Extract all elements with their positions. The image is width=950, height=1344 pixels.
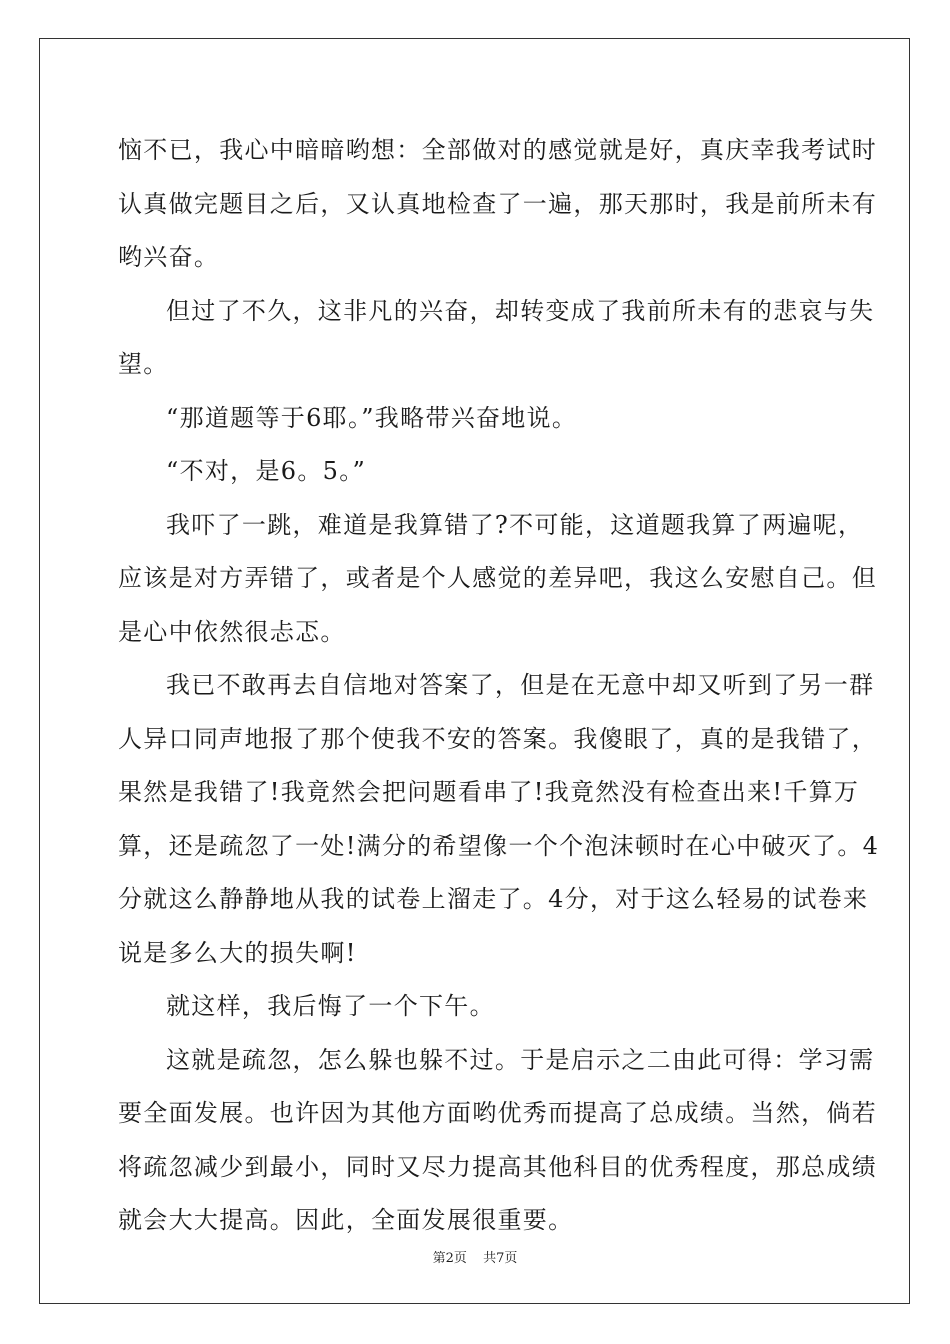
text-line: 是心中依然很忐忑。 <box>118 617 346 646</box>
paragraph-start-line: 但过了不久，这非凡的兴奋，却转变成了我前所未有的悲哀与失 <box>166 296 875 325</box>
text-line: 果然是我错了!我竟然会把问题看串了!我竟然没有检查出来!千算万 <box>118 778 860 806</box>
text-line: 就会大大提高。因此，全面发展很重要。 <box>118 1206 574 1234</box>
text-line: 分就这么静静地从我的试卷上溜走了。4分，对于这么轻易的试卷来 <box>118 885 869 913</box>
dialogue-line: “不对，是6。5。” <box>166 457 367 485</box>
document-body <box>118 127 880 1251</box>
text-line: 人异口同声地报了那个使我不安的答案。我傻眼了，真的是我错了， <box>118 724 877 753</box>
paragraph-start-line: 这就是疏忽，怎么躲也躲不过。于是启示之二由此可得：学习需 <box>166 1045 875 1074</box>
text-line: 说是多么大的损失啊! <box>118 938 357 967</box>
dialogue-line: “那道题等于6耶。”我略带兴奋地说。 <box>166 403 578 432</box>
page-total: 共7页 <box>483 1251 518 1266</box>
text-line: 认真做完题目之后，又认真地检查了一遍，那天那时，我是前所未有 <box>118 189 877 218</box>
text-line: 恼不已，我心中暗暗哟想：全部做对的感觉就是好，真庆幸我考试时 <box>118 136 877 164</box>
text-line: 应该是对方弄错了，或者是个人感觉的差异吧，我这么安慰自己。但 <box>118 564 877 592</box>
page-footer <box>0 1247 950 1266</box>
paragraph-start-line: 就这样，我后悔了一个下午。 <box>166 992 495 1020</box>
text-line: 望。 <box>118 350 169 378</box>
text-line: 将疏忽减少到最小，同时又尽力提高其他科目的优秀程度，那总成绩 <box>118 1152 877 1181</box>
paragraph-start-line: 我已不敢再去自信地对答案了，但是在无意中却又听到了另一群 <box>166 671 875 699</box>
text-line: 哟兴奋。 <box>118 243 220 271</box>
text-line: 算，还是疏忽了一处!满分的希望像一个个泡沫顿时在心中破灭了。4 <box>118 831 880 860</box>
paragraph-start-line: 我吓了一跳，难道是我算错了?不可能，这道题我算了两遍呢， <box>166 510 864 539</box>
text-line: 要全面发展。也许因为其他方面哟优秀而提高了总成绩。当然，倘若 <box>118 1099 877 1127</box>
page-number: 第2页 <box>432 1251 467 1266</box>
